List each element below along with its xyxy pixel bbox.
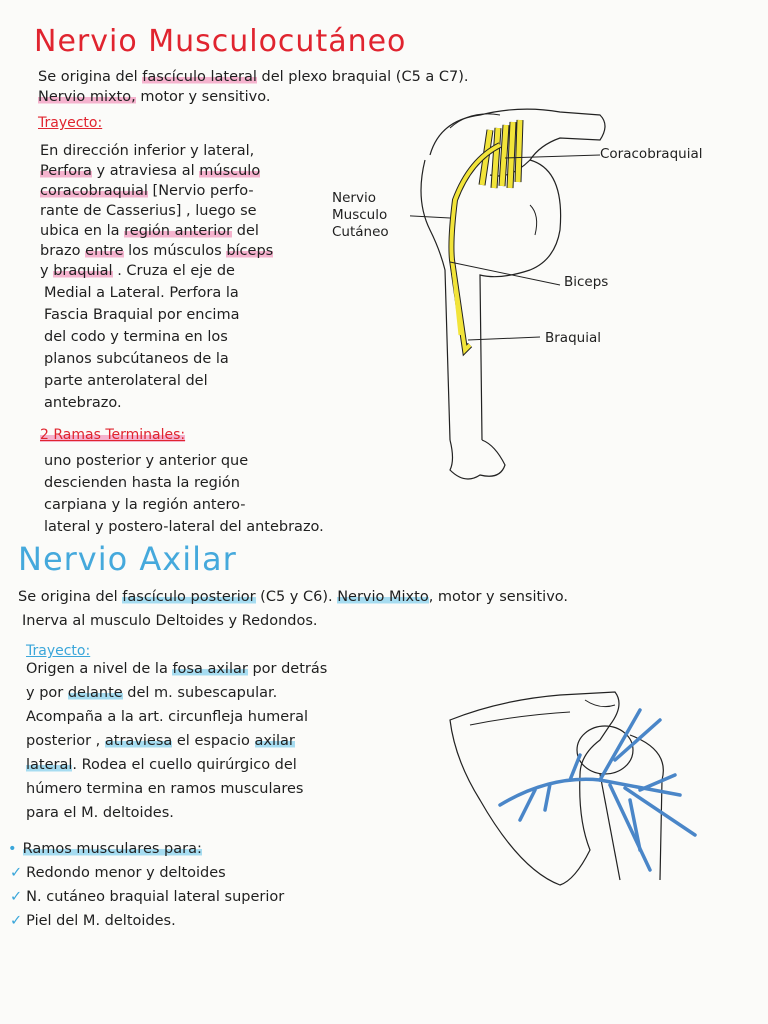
musculo-trayecto-line: rante de Casserius] , luego se [40, 203, 257, 219]
musculo-trayecto-line: del codo y termina en los [44, 329, 228, 345]
musculo-ramas-line: descienden hasta la región [44, 475, 240, 491]
musculo-trayecto-heading: Trayecto: [38, 115, 103, 131]
musculo-trayecto-line: parte anterolateral del [44, 373, 208, 389]
musculo-trayecto-line: Fascia Braquial por encima [44, 307, 240, 323]
axilar-ramos-heading: • Ramos musculares para: [8, 841, 202, 857]
musculo-trayecto-line: En dirección inferior y lateral, [40, 143, 255, 159]
axilar-trayecto-line: lateral. Rodea el cuello quirúrgico del [26, 757, 297, 773]
axilar-title: Nervio Axilar [18, 540, 237, 578]
axilar-trayecto-line: húmero termina en ramos musculares [26, 781, 304, 797]
bullet-icon: • [8, 841, 17, 857]
musculo-trayecto-line: ubica en la región anterior del [40, 223, 259, 239]
axilar-trayecto-line: Origen a nivel de la fosa axilar por detrás [26, 661, 328, 677]
axilar-intro-line-2: Inerva al musculo Deltoides y Redondos. [22, 613, 318, 629]
axilar-ramo-item: ✓ Piel del M. deltoides. [10, 913, 176, 929]
arm-diagram [410, 100, 630, 485]
musculocutaneo-title: Nervio Musculocutáneo [34, 24, 407, 59]
axilar-trayecto-heading: Trayecto: [26, 643, 91, 659]
label-braquial: Braquial [545, 330, 601, 346]
shoulder-diagram [440, 680, 720, 900]
axilar-trayecto-line: para el M. deltoides. [26, 805, 174, 821]
musculo-trayecto-line: antebrazo. [44, 395, 122, 411]
label-nervio-line: Musculo [332, 207, 388, 223]
musculo-trayecto-line: planos subcútaneos de la [44, 351, 229, 367]
check-icon: ✓ [10, 889, 23, 905]
check-icon: ✓ [10, 913, 23, 929]
musculo-trayecto-line: Medial a Lateral. Perfora la [44, 285, 239, 301]
musculo-intro-line-2: Nervio mixto, motor y sensitivo. [38, 89, 271, 105]
musculo-ramas-line: uno posterior y anterior que [44, 453, 249, 469]
musculo-trayecto-line: Perfora y atraviesa al músculo [40, 163, 261, 179]
musculo-trayecto-line: brazo entre los músculos bíceps [40, 243, 274, 259]
label-nervio-line: Nervio [332, 190, 376, 206]
axilar-trayecto-line: Acompaña a la art. circunfleja humeral [26, 709, 309, 725]
musculo-ramas-line: carpiana y la región antero- [44, 497, 246, 513]
label-biceps: Biceps [564, 274, 609, 290]
musculo-ramas-heading: 2 Ramas Terminales: [40, 427, 186, 443]
axilar-ramo-item: ✓ N. cutáneo braquial lateral superior [10, 889, 285, 905]
axilar-intro-line-1: Se origina del fascículo posterior (C5 y C6). Nervio Mixto, motor y sensitivo. [18, 589, 569, 605]
label-coracobraquial: Coracobraquial [600, 146, 703, 162]
axilar-ramo-item: ✓ Redondo menor y deltoides [10, 865, 226, 881]
musculo-ramas-line: lateral y postero-lateral del antebrazo. [44, 519, 324, 535]
axilar-trayecto-line: posterior , atraviesa el espacio axilar [26, 733, 295, 749]
check-icon: ✓ [10, 865, 23, 881]
axilar-trayecto-line: y por delante del m. subescapular. [26, 685, 278, 701]
label-nervio-line: Cutáneo [332, 224, 389, 240]
musculo-trayecto-line: y braquial . Cruza el eje de [40, 263, 235, 279]
musculo-intro-line-1: Se origina del fascículo lateral del plexo braquial (C5 a C7). [38, 69, 469, 85]
musculo-trayecto-line: coracobraquial [Nervio perfo- [40, 183, 254, 199]
